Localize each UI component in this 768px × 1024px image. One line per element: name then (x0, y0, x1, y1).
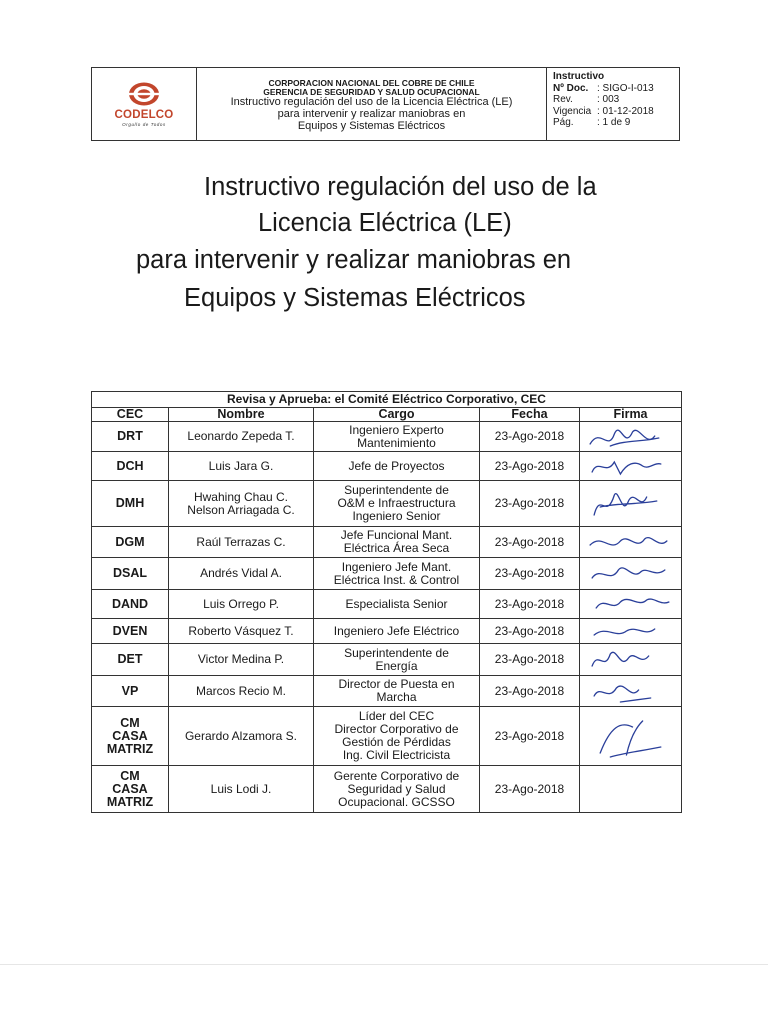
table-row (92, 676, 682, 707)
cell-date: 23-Ago-2018 (480, 644, 580, 676)
title-line: para intervenir y realizar maniobras en (136, 246, 572, 274)
cell-signature (580, 707, 682, 766)
cell-signature (580, 558, 682, 590)
codelco-logo-icon (127, 81, 161, 107)
title-line: Equipos y Sistemas Eléctricos (184, 284, 526, 312)
meta-value: : SIGO-I-013 (597, 82, 654, 94)
cell-position: Superintendente de Energía (314, 644, 480, 676)
title-line: Licencia Eléctrica (LE) (258, 209, 512, 237)
approvals-table (91, 391, 682, 813)
cell-name: Luis Jara G. (169, 452, 314, 481)
cell-date: 23-Ago-2018 (480, 766, 580, 813)
column-header: Fecha (480, 408, 580, 422)
cell-position: Jefe Funcional Mant. Eléctrica Área Seca (314, 527, 480, 558)
cell-date: 23-Ago-2018 (480, 590, 580, 619)
cell-signature (580, 422, 682, 452)
header-title-line: Equipos y Sistemas Eléctricos (297, 120, 446, 133)
document-metadata (547, 68, 679, 140)
table-caption: Revisa y Aprueba: el Comité Eléctrico Corporativo, CEC (92, 392, 682, 408)
meta-label: Vigencia (553, 105, 592, 117)
cell-date: 23-Ago-2018 (480, 527, 580, 558)
meta-value: : 01-12-2018 (597, 105, 654, 117)
table-row (92, 481, 682, 527)
cell-cec: CM CASA MATRIZ (92, 766, 169, 813)
cell-name: Marcos Recio M. (169, 676, 314, 707)
table-row (92, 590, 682, 619)
meta-label: Pág. (553, 117, 574, 128)
department-name: GERENCIA DE SEGURIDAD Y SALUD OCUPACIONAL (263, 87, 480, 98)
cell-name: Luis Lodi J. (169, 766, 314, 813)
cell-name: Andrés Vidal A. (169, 558, 314, 590)
cell-cec: DET (92, 644, 169, 676)
table-row (92, 766, 682, 813)
logo-word: CODELCO (114, 109, 174, 121)
cell-position: Superintendente de O&M e Infraestructura Ingeniero Senior (314, 481, 480, 527)
cell-signature (580, 452, 682, 481)
signature-scribble (580, 558, 681, 589)
cell-date: 23-Ago-2018 (480, 452, 580, 481)
column-header: Cargo (314, 408, 480, 422)
cell-cec: DCH (92, 452, 169, 481)
signature-scribble (580, 707, 681, 765)
column-header: Firma (580, 408, 682, 422)
table-row (92, 644, 682, 676)
cell-date: 23-Ago-2018 (480, 422, 580, 452)
signature-scribble (580, 590, 681, 618)
cell-position: Jefe de Proyectos (314, 452, 480, 481)
column-header: CEC (92, 408, 169, 422)
cell-signature (580, 527, 682, 558)
table-row (92, 619, 682, 644)
cell-signature (580, 481, 682, 527)
title-line: Instructivo regulación del uso de la (204, 173, 597, 201)
cell-signature (580, 590, 682, 619)
header-title-line: Instructivo regulación del uso de la Licencia Eléctrica (LE) (230, 96, 513, 109)
table-row (92, 527, 682, 558)
cell-name: Luis Orrego P. (169, 590, 314, 619)
cell-position: Ingeniero Jefe Eléctrico (314, 619, 480, 644)
validity-row (553, 106, 679, 118)
cell-position: Ingeniero Experto Mantenimiento (314, 422, 480, 452)
cell-name: Victor Medina P. (169, 644, 314, 676)
signature-scribble (580, 422, 681, 451)
cell-name: Gerardo Alzamora S. (169, 707, 314, 766)
signature-scribble (580, 481, 681, 526)
cell-position: Ingeniero Jefe Mant. Eléctrica Inst. & Control (314, 558, 480, 590)
cell-position: Gerente Corporativo de Seguridad y Salud Ocupacional. GCSSO (314, 766, 480, 813)
document-header (91, 67, 680, 141)
codelco-logo (92, 68, 197, 140)
cell-signature (580, 766, 682, 813)
cell-date: 23-Ago-2018 (480, 619, 580, 644)
cell-cec: VP (92, 676, 169, 707)
table-header-row (92, 408, 682, 422)
cell-cec: DRT (92, 422, 169, 452)
signature-scribble (580, 644, 681, 675)
cell-signature (580, 644, 682, 676)
table-row (92, 422, 682, 452)
meta-label: Nº Doc. (553, 82, 589, 94)
cell-date: 23-Ago-2018 (480, 676, 580, 707)
cell-cec: DMH (92, 481, 169, 527)
signature-scribble (580, 527, 681, 557)
cell-signature (580, 619, 682, 644)
cell-name: Leonardo Zepeda T. (169, 422, 314, 452)
organization-name: CORPORACION NACIONAL DEL COBRE DE CHILE (268, 78, 475, 88)
page-row (553, 117, 679, 129)
header-title-line: para intervenir y realizar maniobras en (277, 108, 466, 121)
cell-date: 23-Ago-2018 (480, 558, 580, 590)
cell-date: 23-Ago-2018 (480, 481, 580, 527)
meta-label: Rev. (553, 94, 573, 105)
doc-type: Instructivo (553, 71, 605, 82)
table-row (92, 452, 682, 481)
cell-name: Raúl Terrazas C. (169, 527, 314, 558)
cell-date: 23-Ago-2018 (480, 707, 580, 766)
cell-signature (580, 676, 682, 707)
signature-scribble (580, 452, 681, 480)
cell-position: Líder del CEC Director Corporativo de Gestión de Pérdidas Ing. Civil Electricista (314, 707, 480, 766)
meta-value: : 003 (597, 94, 620, 105)
page-edge-line (0, 964, 768, 965)
cell-cec: DSAL (92, 558, 169, 590)
column-header: Nombre (169, 408, 314, 422)
cell-position: Director de Puesta en Marcha (314, 676, 480, 707)
table-row (92, 707, 682, 766)
meta-value: : 1 de 9 (597, 117, 631, 128)
cell-cec: CM CASA MATRIZ (92, 707, 169, 766)
cell-name: Roberto Vásquez T. (169, 619, 314, 644)
revision-row (553, 94, 679, 106)
cell-position: Especialista Senior (314, 590, 480, 619)
signature-scribble (580, 619, 681, 643)
cell-cec: DVEN (92, 619, 169, 644)
header-center (197, 68, 547, 140)
table-row (92, 558, 682, 590)
cell-cec: DGM (92, 527, 169, 558)
signature-scribble (580, 676, 681, 706)
cell-name: Hwahing Chau C. Nelson Arriagada C. (169, 481, 314, 527)
logo-tagline: Orgullo de Todos (122, 122, 166, 127)
doc-number-row (553, 83, 679, 95)
cell-cec: DAND (92, 590, 169, 619)
